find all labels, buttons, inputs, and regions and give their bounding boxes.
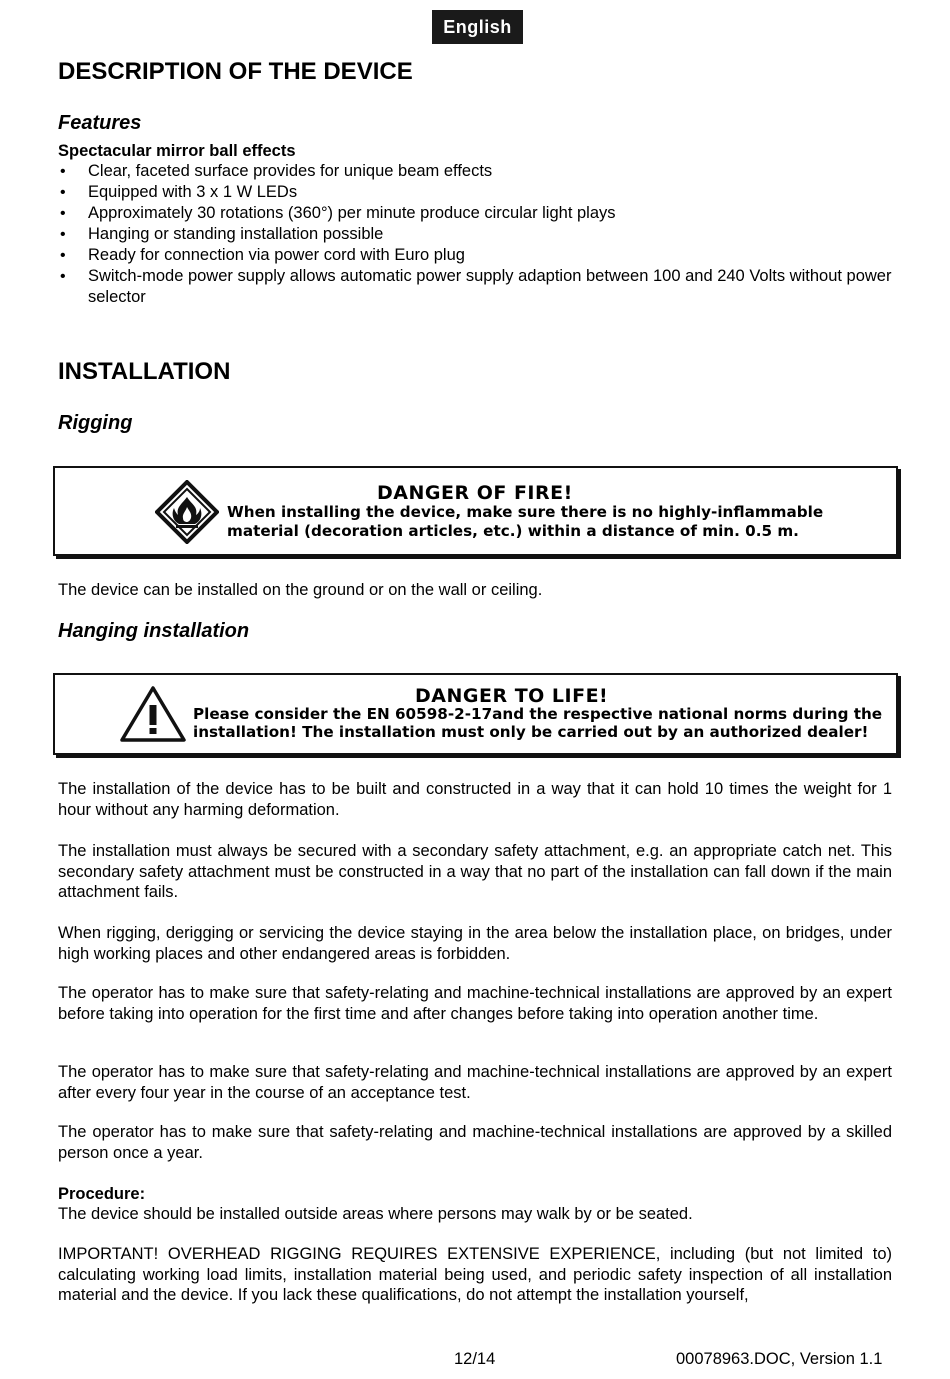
rigging-heading: Rigging [58,412,133,434]
feature-list [58,161,892,308]
page-number: 12/14 [454,1350,496,1368]
install-location-text: The device can be installed on the ground or on the wall or ceiling. [58,581,543,599]
procedure-label: Procedure: [58,1185,146,1203]
paragraph: The operator has to make sure that safety-relating and machine-technical installations are approved by an expert before taking into operation for the first time and after changes before taking into operation another time. [58,984,892,1023]
paragraph: The operator has to make sure that safety-relating and machine-technical installations are approved by a skilled person once a year. [58,1123,892,1162]
list-item: • Switch-mode power supply allows automatic power supply adaption between 100 and 240 Volts without power selector [58,266,892,308]
features-subheading: Spectacular mirror ball effects [58,142,296,160]
fire-warning-text-line2: material (decoration articles, etc.) within a distance of min. 0.5 m. [227,522,799,540]
list-item: • Clear, faceted surface provides for unique beam effects [58,161,892,182]
list-item: • Hanging or standing installation possible [58,224,892,245]
fire-hazard-icon [155,480,219,544]
paragraph: The installation of the device has to be built and constructed in a way that it can hold 10 times the weight for 1 hour without any harming deformation. [58,780,892,819]
fire-warning-text-line1: When installing the device, make sure there is no highly-inflammable [227,503,824,521]
paragraph: When rigging, derigging or servicing the device staying in the area below the installation place, on bridges, under high working places and other endangered areas is forbidden. [58,924,892,963]
life-warning-text-line2: installation! The installation must only be carried out by an authorized dealer! [193,723,869,741]
warning-triangle-icon [119,685,187,743]
list-item: • Ready for connection via power cord with Euro plug [58,245,892,266]
life-warning-title: DANGER TO LIFE! [415,685,609,707]
important-text: IMPORTANT! OVERHEAD RIGGING REQUIRES EXTENSIVE EXPERIENCE, including (but not limited to) calculating working load limits, installation material being used, and periodic safety inspection of all installation material and the device. If you lack these qualifications, do not attempt the installation yourself, [58,1245,892,1304]
hanging-installation-heading: Hanging installation [58,620,250,642]
list-item: • Approximately 30 rotations (360°) per minute produce circular light plays [58,203,892,224]
life-warning-box [53,673,898,755]
procedure-text: The device should be installed outside areas where persons may walk by or be seated. [58,1205,693,1223]
fire-warning-box [53,466,898,556]
paragraph: The installation must always be secured with a secondary safety attachment, e.g. an appropriate catch net. This secondary safety attachment must be constructed in a way that no part of the installation can fall down if the main attachment fails. [58,842,892,901]
paragraph: The operator has to make sure that safety-relating and machine-technical installations are approved by an expert after every four year in the course of an acceptance test. [58,1063,892,1102]
document-version: 00078963.DOC, Version 1.1 [676,1350,883,1368]
section-title-installation: INSTALLATION [58,358,231,385]
section-title-description: DESCRIPTION OF THE DEVICE [58,58,413,85]
language-badge: English [432,10,523,44]
fire-warning-title: DANGER OF FIRE! [377,482,573,504]
features-heading: Features [58,112,142,134]
life-warning-text-line1: Please consider the EN 60598-2-17and the respective national norms during the [193,705,883,723]
list-item: • Equipped with 3 x 1 W LEDs [58,182,892,203]
